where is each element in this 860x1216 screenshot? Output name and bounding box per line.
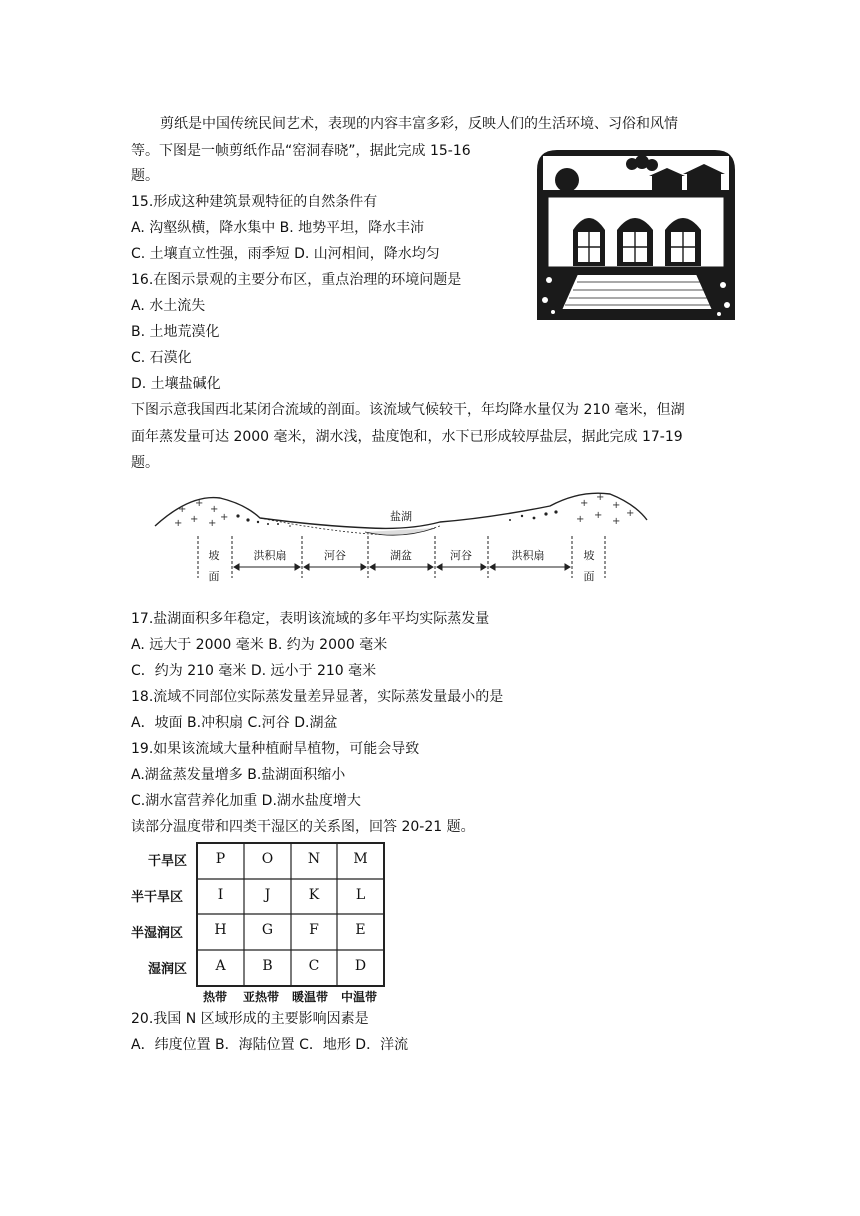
alluvial-fan-left-label: 洪积扇 <box>248 547 292 563</box>
col-label-warm-temperate: 暖温带 <box>292 990 329 1004</box>
row-label-semi-arid: 半干旱区 <box>131 890 184 905</box>
svg-text:+: + <box>576 514 585 525</box>
q16-option-b: B. 土地荒漠化 <box>131 324 220 340</box>
intro2-line-1: 下图示意我国西北某闭合流域的剖面。该流域气候较干，年均降水量仅为 210 毫米，但湖 <box>131 402 685 418</box>
q19-stem: 19.如果该流域大量种植耐旱植物，可能会导致 <box>131 741 420 757</box>
svg-text:+: + <box>594 510 603 521</box>
svg-text:+: + <box>195 498 204 509</box>
grid-cell: A <box>215 958 226 974</box>
grid-cell: O <box>261 851 274 867</box>
slope-left-top-label: 坡 <box>208 549 220 562</box>
q15-options-cd: C. 土壤直立性强，雨季短 D. 山河相间，降水均匀 <box>131 246 440 262</box>
grid-cell: C <box>308 958 320 974</box>
slope-right-top-label: 坡 <box>583 549 595 562</box>
svg-text:+: + <box>190 514 199 525</box>
intro-line-3: 题。 <box>131 168 159 184</box>
q17-options-cd: C．约为 210 毫米 D. 远小于 210 毫米 <box>131 663 377 679</box>
col-label-mid-temperate: 中温带 <box>341 990 378 1004</box>
svg-text:+: + <box>626 508 635 519</box>
q17-options-ab: A. 远大于 2000 毫米 B. 约为 2000 毫米 <box>131 637 388 653</box>
q15-options-ab: A. 沟壑纵横，降水集中 B. 地势平坦，降水丰沛 <box>131 220 425 236</box>
intro-line-2: 等。下图是一帧剪纸作品“窑洞春晓”，据此完成 15-16 <box>131 143 471 159</box>
q16-option-a: A. 水土流失 <box>131 298 206 314</box>
intro-line-1: 剪纸是中国传统民间艺术，表现的内容丰富多彩，反映人们的生活环境、习俗和风情 <box>160 116 678 132</box>
svg-text:+: + <box>596 492 605 503</box>
papercut-illustration <box>537 150 735 320</box>
alluvial-fan-right-label: 洪积扇 <box>506 547 550 563</box>
river-valley-right-label: 河谷 <box>444 547 478 563</box>
grid-cell: F <box>309 922 319 938</box>
q19-options-ab: A.湖盆蒸发量增多 B.盐湖面积缩小 <box>131 767 346 783</box>
col-label-tropical: 热带 <box>203 990 228 1004</box>
svg-text:+: + <box>612 500 621 511</box>
q20-options: A．纬度位置 B．海陆位置 C．地形 D．洋流 <box>131 1037 409 1053</box>
grid-cell: N <box>307 851 321 867</box>
grid-cell: G <box>261 922 274 938</box>
row-label-humid: 湿润区 <box>148 962 188 977</box>
intro2-line-2: 面年蒸发量可达 2000 毫米，湖水浅，盐度饱和，水下已形成较厚盐层，据此完成 17-19 <box>131 429 683 445</box>
q18-options: A．坡面 B.冲积扇 C.河谷 D.湖盆 <box>131 715 338 731</box>
svg-text:+: + <box>210 504 219 515</box>
q17-stem: 17.盐湖面积多年稳定，表明该流域的多年平均实际蒸发量 <box>131 611 490 627</box>
q19-options-cd: C.湖水富营养化加重 D.湖水盐度增大 <box>131 793 361 809</box>
lake-basin-label: 湖盆 <box>384 547 418 563</box>
svg-text:+: + <box>220 512 229 523</box>
intro2-line-3: 题。 <box>131 455 159 471</box>
grid-cell: K <box>308 887 320 903</box>
svg-text:+: + <box>174 518 183 529</box>
basin-profile-diagram <box>150 486 650 586</box>
grid-cell: I <box>217 887 224 903</box>
grid-cell: E <box>355 922 366 938</box>
svg-text:+: + <box>580 498 589 509</box>
svg-text:+: + <box>612 516 621 527</box>
q16-option-d: D. 土壤盐碱化 <box>131 376 221 392</box>
grid-cell: M <box>353 851 368 867</box>
river-valley-left-label: 河谷 <box>318 547 352 563</box>
grid-cell: J <box>264 887 271 903</box>
slope-left-bottom-label: 面 <box>208 570 220 583</box>
salt-lake-label: 盐湖 <box>386 508 416 524</box>
intro3: 读部分温度带和四类干湿区的关系图，回答 20-21 题。 <box>131 819 475 835</box>
slope-right-bottom-label: 面 <box>583 570 595 583</box>
row-label-arid: 干旱区 <box>148 854 188 869</box>
q20-stem: 20.我国 N 区域形成的主要影响因素是 <box>131 1011 369 1027</box>
svg-text:+: + <box>178 504 187 515</box>
q16-stem: 16.在图示景观的主要分布区，重点治理的环境问题是 <box>131 272 462 288</box>
svg-text:+: + <box>208 518 217 529</box>
grid-cell: L <box>355 887 366 903</box>
grid-cell: P <box>215 851 226 867</box>
grid-cell: H <box>214 922 227 938</box>
row-label-semi-humid: 半湿润区 <box>131 926 184 941</box>
grid-cell: D <box>354 958 367 974</box>
q18-stem: 18.流域不同部位实际蒸发量差异显著，实际蒸发量最小的是 <box>131 689 504 705</box>
grid-cell: B <box>262 958 273 974</box>
q15-stem: 15.形成这种建筑景观特征的自然条件有 <box>131 194 378 210</box>
q16-option-c: C. 石漠化 <box>131 350 192 366</box>
col-label-subtropical: 亚热带 <box>243 990 280 1004</box>
